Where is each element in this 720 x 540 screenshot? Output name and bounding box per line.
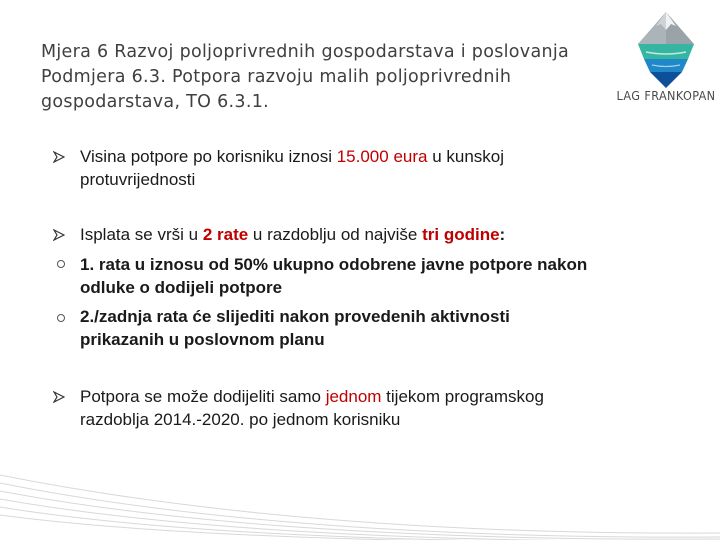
text-span: Isplata se vrši u xyxy=(80,225,203,244)
sub-bullet-2-line-1: 2./zadnja rata će slijediti nakon provedenih aktivnosti xyxy=(80,307,510,326)
bullet-3-line-2: razdoblja 2014.-2020. po jednom korisniku xyxy=(80,410,401,429)
arrow-bullet-icon xyxy=(53,151,65,163)
logo-text: LAG FRANKOPAN xyxy=(616,88,716,103)
highlight-installments: 2 rate xyxy=(202,225,249,244)
highlight-years: tri godine xyxy=(422,225,500,244)
text-span: : xyxy=(499,225,506,244)
arrow-bullet-icon xyxy=(53,229,65,241)
text-span: Potpora se može dodijeliti samo xyxy=(80,387,326,406)
title-line-3: gospodarstava, TO 6.3.1. xyxy=(41,92,270,112)
title-line-1: Mjera 6 Razvoj poljoprivrednih gospodarstava i poslovanja xyxy=(41,42,570,62)
text-span: tijekom programskog xyxy=(381,387,544,406)
text-span: u kunskoj xyxy=(427,147,505,166)
arrow-bullet-icon xyxy=(53,391,65,403)
highlight-once: jednom xyxy=(325,387,382,406)
title-line-2: Podmjera 6.3. Potpora razvoju malih poljoprivrednih xyxy=(41,67,512,87)
text-span: Visina potpore po korisniku iznosi xyxy=(80,147,337,166)
bullet-1-line-1 xyxy=(80,146,504,168)
sub-bullet-2-line-2: prikazanih u poslovnom planu xyxy=(80,330,325,349)
circle-bullet-icon xyxy=(57,260,65,268)
sub-bullet-1-line-1: 1. rata u iznosu od 50% ukupno odobrene javne potpore nakon xyxy=(80,255,588,274)
highlight-amount: 15.000 eura xyxy=(336,147,428,166)
decorative-lines xyxy=(0,455,720,540)
circle-bullet-icon xyxy=(57,314,65,322)
bullet-2-line-1 xyxy=(80,224,505,246)
text-span: u razdoblju od najviše xyxy=(248,225,423,244)
sub-bullet-1-line-2: odluke o dodijeli potpore xyxy=(80,278,283,297)
bullet-3-line-1 xyxy=(80,386,544,408)
bullet-1-line-2: protuvrijednosti xyxy=(80,170,196,189)
slide-title xyxy=(41,40,621,115)
